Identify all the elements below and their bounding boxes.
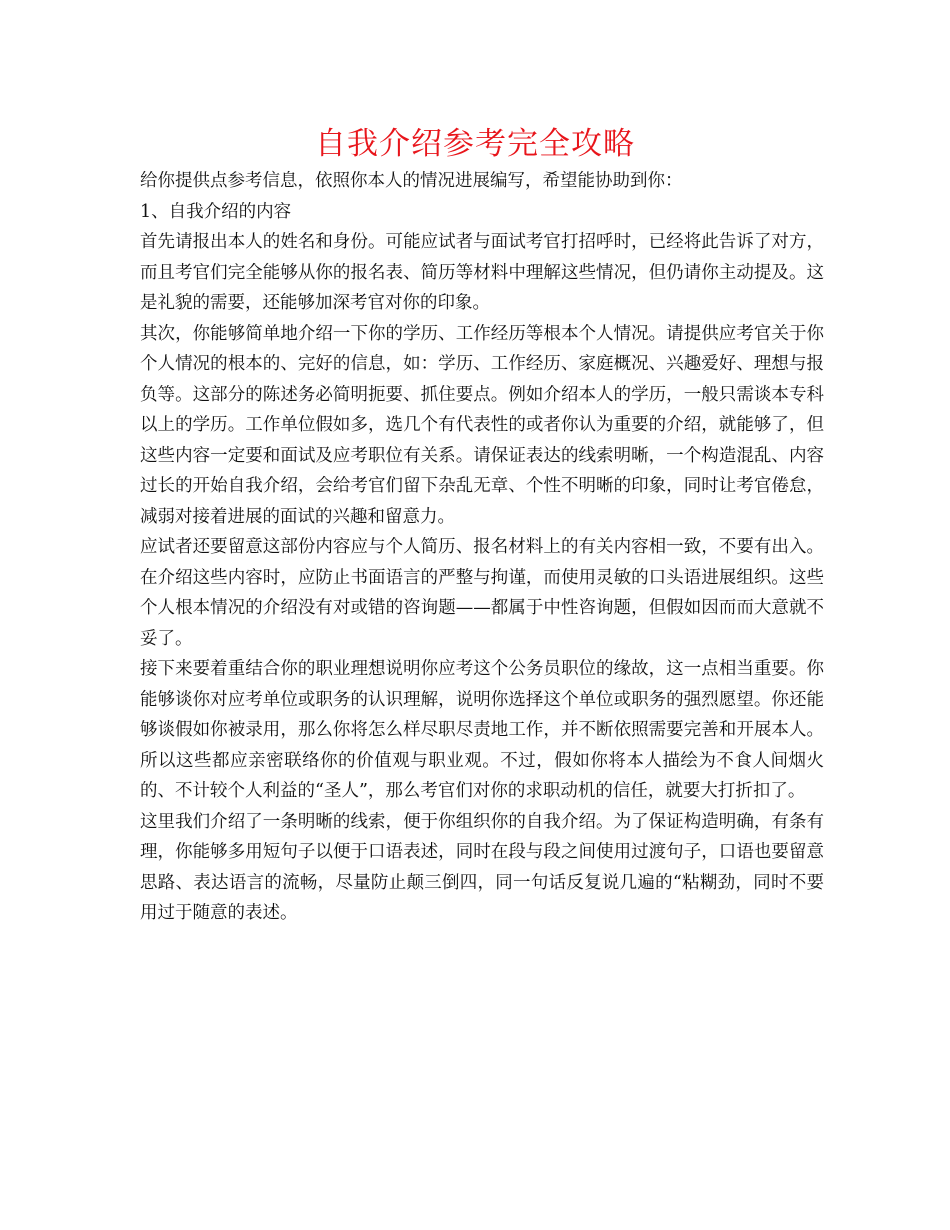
intro-paragraph: 给你提供点参考信息，依照你本人的情况进展编写，希望能协助到你： (140, 171, 683, 191)
section-heading: 1、自我介绍的内容 (140, 201, 292, 222)
paragraph-consistency: 应试者还要留意这部份内容应与个人简历、报名材料上的有关内容相一致，不要有出入。在介绍这些内容时，应防止书面语言的严整与拘谨，而使用灵敏的口头语进展组织。这些个人根本情况的介绍没有对或错的咨询题——都属于中性咨询题，但假如因而而大意就不妥了。 (140, 537, 824, 649)
document-title: 自我介绍参考完全攻略 (315, 126, 635, 162)
paragraph-motivation: 接下来要着重结合你的职业理想说明你应考这个公务员职位的缘故，这一点相当重要。你能够谈你对应考单位或职务的认识理解，说明你选择这个单位或职务的强烈愿望。你还能够谈假如你被录用，那么你将怎么样尽职尽责地工作，并不断依照需要完善和开展本人。所以这些都应亲密联络你的价值观与职业观。不过，假如你将本人描绘为不食人间烟火的、不计较个人利益的“圣人”，那么考官们对你的求职动机的信任，就要大打折扣了。 (140, 659, 824, 801)
paragraph-structure: 这里我们介绍了一条明晰的线索，便于你组织你的自我介绍。为了保证构造明确，有条有理，你能够多用短句子以便于口语表述，同时在段与段之间使用过渡句子，口语也要留意思路、表达语言的流畅，尽量防止颠三倒四，同一句话反复说几遍的“粘糊劲，同时不要用过于随意的表述。 (140, 811, 824, 923)
paragraph-name-and-identity: 首先请报出本人的姓名和身份。可能应试者与面试考官打招呼时，已经将此告诉了对方，而且考官们完全能够从你的报名表、简历等材料中理解这些情况，但仍请你主动提及。这是礼貌的需要，还能够加深考官对你的印象。 (140, 232, 824, 313)
document-body (140, 166, 824, 929)
paragraph-background: 其次，你能够简单地介绍一下你的学历、工作经历等根本个人情况。请提供应考官关于你个人情况的根本的、完好的信息，如：学历、工作经历、家庭概况、兴趣爱好、理想与报负等。这部分的陈述务必简明扼要、抓住要点。例如介绍本人的学历，一般只需谈本专科以上的学历。工作单位假如多，选几个有代表性的或者你认为重要的介绍，就能够了，但这些内容一定要和面试及应考职位有关系。请保证表达的线索明晰，一个构造混乱、内容过长的开始自我介绍，会给考官们留下杂乱无章、个性不明晰的印象，同时让考官倦怠，减弱对接着进展的面试的兴趣和留意力。 (140, 323, 824, 527)
